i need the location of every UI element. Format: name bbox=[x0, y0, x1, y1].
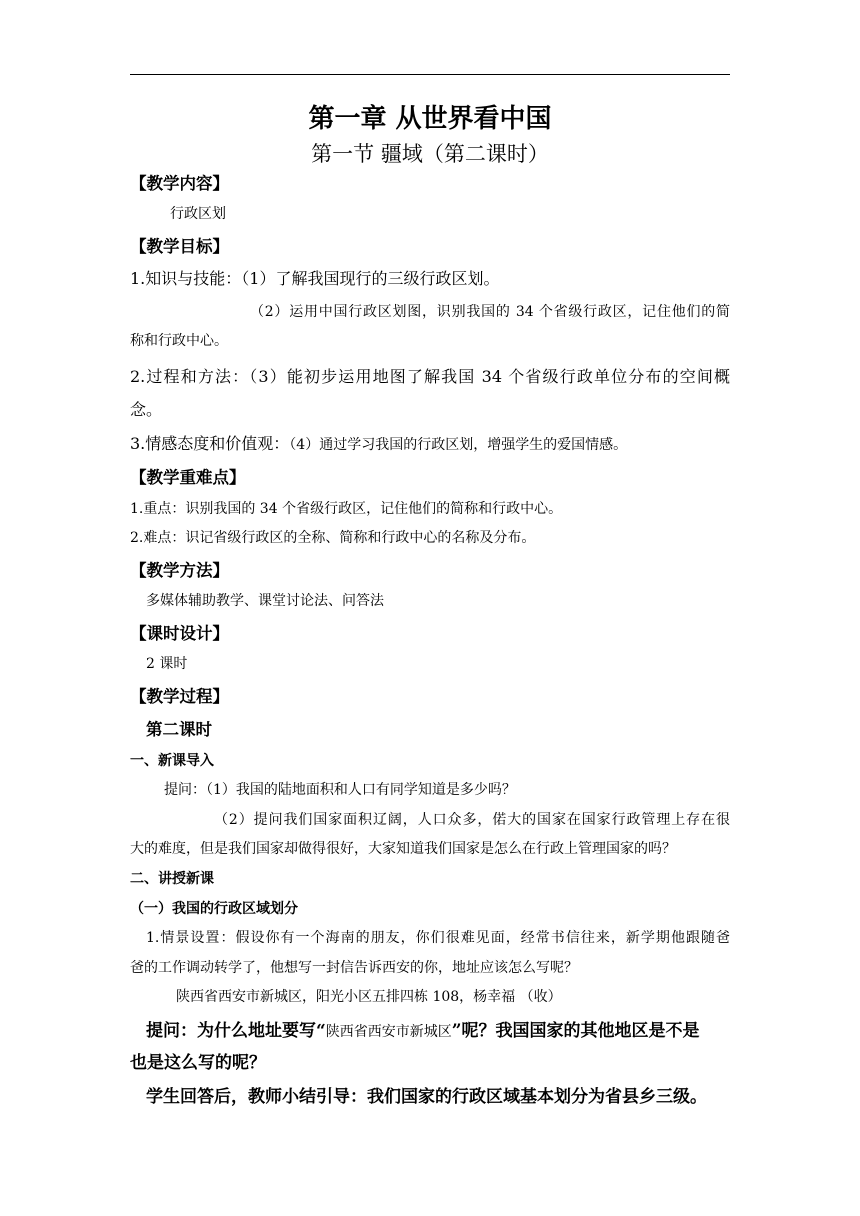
schedule-text: 2 课时 bbox=[146, 656, 188, 672]
part2-heading: 二、讲授新课 bbox=[130, 871, 214, 887]
objective-1b: （2）运用中国行政区划图，识别我国的 34 个省级行政区，记住他们的简 bbox=[250, 304, 730, 320]
question-part-b: 陕西省西安市新城区 bbox=[325, 1024, 452, 1040]
heading-schedule: 【课时设计】 bbox=[130, 624, 229, 643]
part1-q1: 提问：（1）我国的陆地面积和人口有同学知道是多少吗？ bbox=[164, 782, 516, 798]
heading-objectives: 【教学目标】 bbox=[130, 237, 229, 256]
question-part-a: 提问：为什么地址要写“ bbox=[146, 1021, 326, 1041]
chapter-title: 第一章 从世界看中国 bbox=[308, 104, 552, 134]
objective-1: 1.知识与技能：（1）了解我国现行的三级行政区划。 bbox=[130, 269, 500, 288]
keypoint-difficult: 2.难点：识记省级行政区的全称、简称和行政中心的名称及分布。 bbox=[130, 530, 536, 546]
question-line bbox=[146, 1016, 730, 1041]
keypoint-key: 1.重点：识别我国的 34 个省级行政区，记住他们的简称和行政中心。 bbox=[130, 501, 563, 517]
section-title: 第一节 疆域（第二课时） bbox=[311, 142, 549, 166]
question-part-c: ”呢？我国国家的其他地区是不是 bbox=[451, 1021, 700, 1041]
content-text: 行政区划 bbox=[170, 206, 226, 222]
objective-2-cont: 念。 bbox=[130, 400, 163, 419]
address-line: 陕西省西安市新城区，阳光小区五排四栋 108，杨幸福 （收） bbox=[176, 989, 562, 1005]
heading-process: 【教学过程】 bbox=[130, 687, 229, 706]
part1-q2-cont: 大的难度，但是我们国家却做得很好，大家知道我们国家是怎么在行政上管理国家的吗？ bbox=[130, 841, 676, 857]
part2-scene-cont: 爸的工作调动转学了，他想写一封信告诉西安的你，地址应该怎么写呢？ bbox=[130, 960, 578, 976]
question-cont: 也是这么写的呢？ bbox=[130, 1053, 266, 1073]
part1-q2: （2）提问我们国家面积辽阔，人口众多，偌大的国家在国家行政管理上存在很 bbox=[214, 812, 730, 828]
part2-sub1: （一）我国的行政区域划分 bbox=[130, 901, 298, 917]
objective-3-lead: 3.情感态度和价值观： bbox=[130, 434, 290, 453]
objective-3-rest: （4）通过学习我国的行政区划，增强学生的爱国情感。 bbox=[289, 437, 628, 453]
part2-scene: 1.情景设置：假设你有一个海南的朋友，你们很难见面，经常书信往来，新学期他跟随爸 bbox=[146, 930, 730, 946]
methods-text: 多媒体辅助教学、课堂讨论法、问答法 bbox=[146, 593, 384, 609]
header-rule bbox=[130, 74, 730, 75]
objective-2: 2.过程和方法：（3）能初步运用地图了解我国 34 个省级行政单位分布的空间概 bbox=[130, 367, 730, 386]
heading-content: 【教学内容】 bbox=[130, 174, 229, 193]
summary-line: 学生回答后，教师小结引导：我们国家的行政区域基本划分为省县乡三级。 bbox=[146, 1087, 707, 1107]
lesson-title: 第二课时 bbox=[146, 720, 212, 739]
objective-1b-cont: 称和行政中心。 bbox=[130, 333, 228, 349]
part1-heading: 一、新课导入 bbox=[130, 753, 214, 769]
objective-3 bbox=[130, 431, 627, 454]
heading-methods: 【教学方法】 bbox=[130, 561, 229, 580]
heading-keypoints: 【教学重难点】 bbox=[130, 468, 246, 487]
